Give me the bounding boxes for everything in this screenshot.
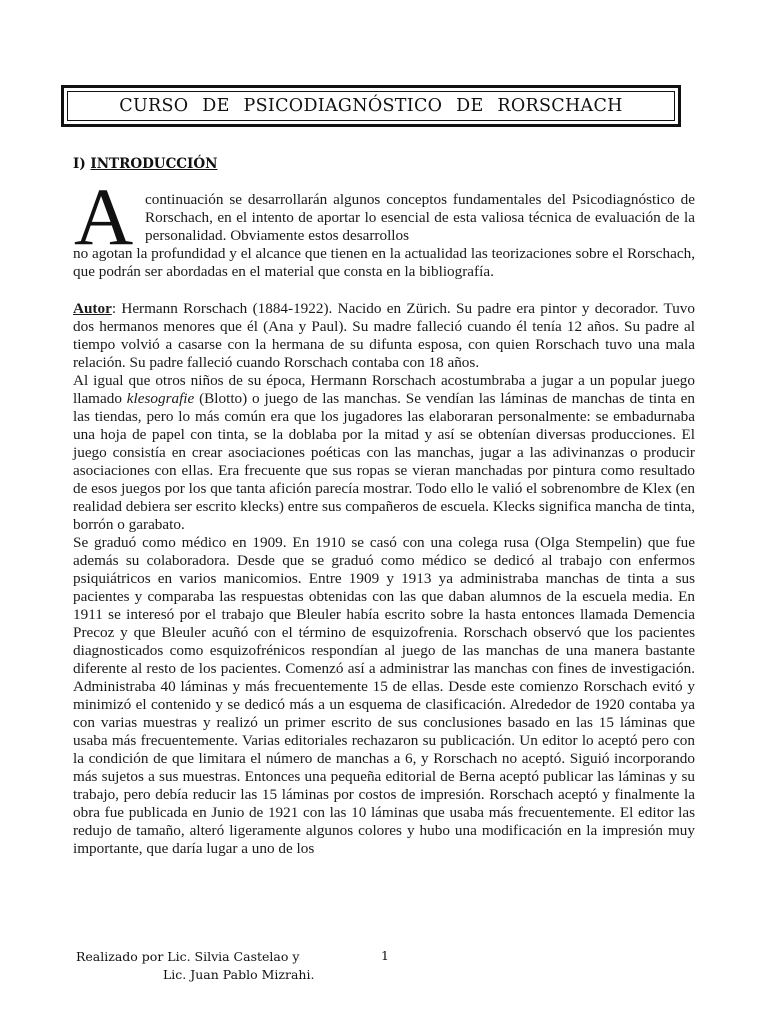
author-paragraph-2 — [73, 372, 695, 534]
footer-line-2: Lic. Juan Pablo Mizrahi. — [163, 967, 315, 982]
section-title: INTRODUCCIÓN — [90, 156, 218, 172]
author-text-2b: (Blotto) o juego de las manchas. Se vendían las láminas de manchas de tinta en las tiendas, pero lo más común era que los jugadores las elaboraran personalmente: se embadurnaba una hoja de papel con tinta, se la doblaba por la mitad y así se obtenían diversas producciones. El juego consistía en crear asociaciones poéticas con las manchas, jugar a las adivinanzas o producir asociaciones con ellas. Era frecuente que sus ropas se vieran manchadas por pintura como resultado de esos juegos por los que tanta afición parecía mostrar. Todo ello le valió el sobrenombre de Klex (en realidad debiera ser escrito klecks) entre sus compañeros de escuela. Klecks significa mancha de tinta, borrón o garabato. — [73, 390, 696, 533]
document-title: CURSO DE PSICODIAGNÓSTICO DE RORSCHACH — [67, 91, 675, 121]
author-paragraph-1 — [73, 300, 695, 372]
author-text-1: : Hermann Rorschach (1884-1922). Nacido en Zürich. Su padre era pintor y decorador. Tuvo dos hermanos menores que él (Ana y Paul). Su madre falleció cuando él tenía 12 años. Su padre al tiempo volvió a casarse con la hermana de su difunta esposa, con quien Rorschach tuvo una mala relación. Su padre falleció cuando Rorschach contaba con 18 años. — [73, 300, 695, 371]
drop-cap: A — [74, 171, 134, 262]
intro-paragraph-start — [145, 191, 695, 245]
author-text-2-italic: klesografie — [126, 390, 195, 407]
title-box — [61, 85, 681, 127]
intro-paragraph-continued — [73, 245, 695, 281]
author-paragraph-3: Se graduó como médico en 1909. En 1910 se casó con una colega rusa (Olga Stempelin) que fue además su colaboradora. Desde que se graduó como médico se dedicó al trabajo con enfermos psiquiátricos en varios manicomios. Entre 1909 y 1913 ya administraba manchas de tinta a sus pacientes y comparaba las respuestas obtenidas con las que daban alumnos de la escuela media. En 1911 se interesó por el trabajo que Bleuler había escrito sobre la hasta entonces llamada Demencia Precoz y que Bleuler acuñó con el término de esquizofrenia. Rorschach observó que los pacientes diagnosticados como esquizofrénicos respondían al juego de las manchas de una manera bastante diferente al resto de los pacientes. Comenzó así a administrar las manchas con fines de investigación. Administraba 40 láminas y más frecuentemente 15 de ellas. Desde este comienzo Rorschach evitó y minimizó el contenido y se dedicó más a un esquema de clasificación. Alrededor de 1920 contaba ya con varias muestras y realizó un primer escrito de sus conclusiones basado en las 15 láminas que usaba más frecuentemente. Varias editoriales rechazaron su publicación. Un editor lo aceptó pero con la condición de que limitara el número de manchas a 6, y Rorschach no aceptó. Siguió incorporando más sujetos a sus muestras. Entonces una pequeña editorial de Berna aceptó publicar las láminas y su trabajo, pero debía reducir las 15 láminas por costos de impresión. Rorschach aceptó y finalmente la obra fue publicada en Junio de 1921 con las 10 láminas que usaba más frecuentemente. El editor las redujo de tamaño, alteró ligeramente algunos colores y hubo una modificación en la impresión muy importante, que daría lugar a uno de los — [73, 534, 695, 857]
author-section — [73, 300, 695, 858]
section-heading — [73, 156, 217, 172]
page-number: 1 — [381, 948, 389, 963]
intro-text-rest: no agotan la profundidad y el alcance que tienen en la actualidad las teorizaciones sobre el Rorschach, que podrán ser abordadas en el material que consta en la bibliografía. — [73, 245, 695, 280]
author-text-2a: Al igual que otros niños de su época, Hermann Rorschach acostumbraba a jugar a un popular juego llamado — [73, 372, 695, 407]
footer-line-1: Realizado por Lic. Silvia Castelao y — [76, 949, 300, 964]
intro-text-first: continuación se desarrollarán algunos conceptos fundamentales del Psicodiagnóstico de Rorschach, en el intento de aportar lo esencial de esta valiosa técnica de evaluación de la personalidad. Obviamente estos desarrollos — [145, 191, 695, 244]
section-number: I) — [73, 156, 86, 172]
author-label: Autor — [73, 300, 112, 317]
footer-credits — [76, 948, 314, 984]
